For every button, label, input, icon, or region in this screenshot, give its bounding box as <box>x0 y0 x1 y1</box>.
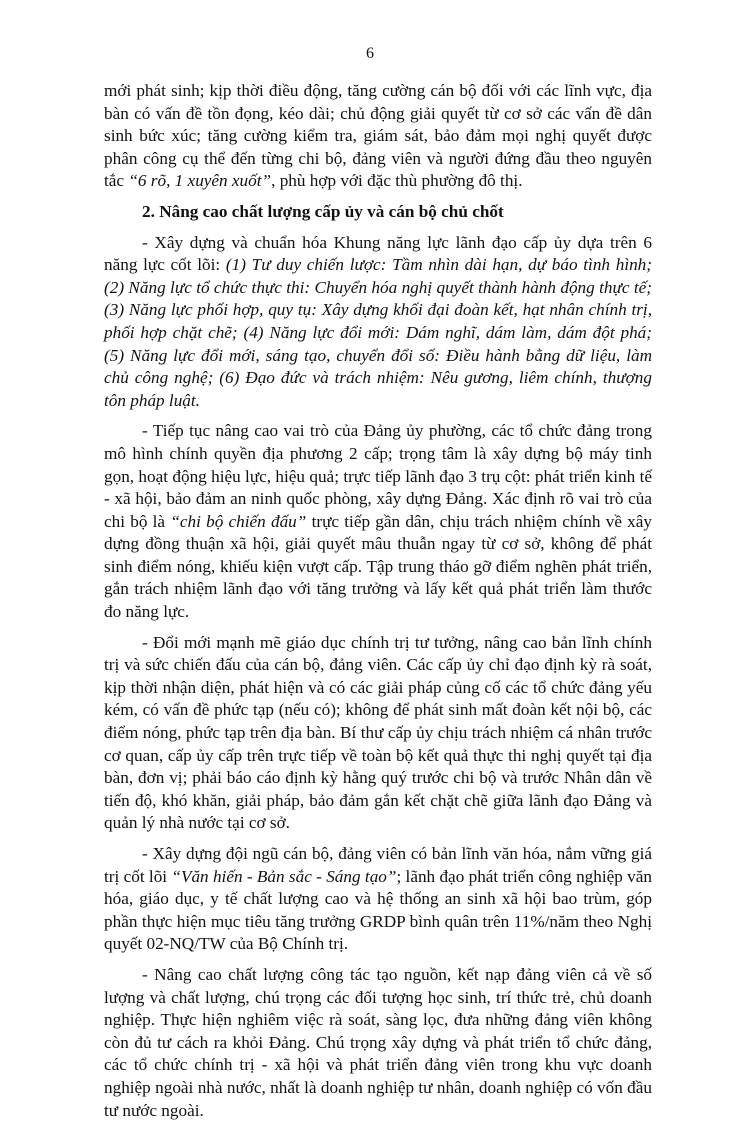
page-number: 6 <box>366 45 374 62</box>
paragraph-text: - Xây dựng đội ngũ cán bộ, đảng viên có bản lĩnh văn hóa, nắm vững giá trị cốt lõi <box>104 844 652 886</box>
section-heading: 2. Nâng cao chất lượng cấp ủy và cán bộ chủ chốt <box>142 201 504 221</box>
paragraph-continued <box>104 80 652 193</box>
paragraph-political-education <box>104 632 652 835</box>
italic-quote: “Văn hiến - Bản sắc - Sáng tạo” <box>171 866 397 886</box>
paragraph-text: mới phát sinh; kịp thời điều động, tăng cường cán bộ đối với các lĩnh vực, địa bàn có vấn đề tồn đọng, kéo dài; chủ động giải quyết từ cơ sở các vấn đề dân sinh bức xúc; tăng cường kiểm tra, giám sát, bảo đảm mọi nghị quyết được phân công cụ thể đến từng chi bộ, đảng viên và người đứng đầu theo nguyên tắc <box>104 81 652 191</box>
paragraph-text: - Tiếp tục nâng cao vai trò của Đảng ủy phường, các tổ chức đảng trong mô hình chính quyền địa phương 2 cấp; trọng tâm là xây dựng bộ máy tinh gọn, hoạt động hiệu lực, hiệu quả; trực tiếp lãnh đạo 3 trụ cột: phát triển kinh tế - xã hội, bảo đảm an ninh quốc phòng, xây dựng Đảng. Xác định rõ vai trò của chi bộ là <box>104 421 652 531</box>
paragraph-text: - Nâng cao chất lượng công tác tạo nguồn, kết nạp đảng viên cả về số lượng và chất lượng, chú trọng các đối tượng học sinh, trí thức trẻ, chủ doanh nghiệp. Thực hiện nghiêm việc rà soát, sàng lọc, đưa những đảng viên không còn đủ tư cách ra khỏi Đảng. Chú trọng xây dựng và phát triển tổ chức đảng, các tổ chức chính trị - xã hội và phát triển đảng viên trong khu vực doanh nghiệp ngoài nhà nước, nhất là doanh nghiệp tư nhân, doanh nghiệp có vốn đầu tư nước ngoài. <box>104 964 652 1120</box>
document-body <box>104 80 652 1130</box>
italic-competency-list: (1) Tư duy chiến lược: Tầm nhìn dài hạn, dự báo tình hình; (2) Năng lực tổ chức thực thi: Chuyển hóa nghị quyết thành hành động thực tế; (3) Năng lực phối hợp, quy tụ: Xây dựng khối đại đoàn kết, hạt nhân chính trị, phối hợp chặt chẽ; (4) Năng lực đổi mới: Dám nghĩ, dám làm, dám đột phá; (5) Năng lực đổi mới, sáng tạo, chuyển đổi số: Điều hành bằng dữ liệu, làm chủ công nghệ; (6) Đạo đức và trách nhiệm: Nêu gương, liêm chính, thượng tôn pháp luật. <box>104 255 653 410</box>
paragraph-cultural-values <box>104 843 652 956</box>
paragraph-competency-framework <box>104 232 652 413</box>
paragraph-text: , phù hợp với đặc thù phường đô thị. <box>271 171 523 191</box>
paragraph-text: ; lãnh đạo phát triển công nghiệp văn hóa, giáo dục, y tế chất lượng cao và hệ thống an sinh xã hội bao trùm, góp phần thực hiện mục tiêu tăng trưởng GRDP bình quân trên 11%/năm theo Nghị quyết 02-NQ/TW của Bộ Chính trị. <box>104 866 652 954</box>
paragraph-member-recruitment <box>104 964 652 1122</box>
paragraph-party-committee-role <box>104 420 652 623</box>
paragraph-text: trực tiếp gần dân, chịu trách nhiệm chính về xây dựng đồng thuận xã hội, giải quyết mâu thuẫn ngay từ cơ sở, không để phát sinh điểm nóng, khiếu kiện vượt cấp. Tập trung tháo gỡ điểm nghẽn phát triển, gắn trách nhiệm lãnh đạo với tăng trưởng và lấy kết quả phát triển làm thước đo năng lực. <box>104 511 652 622</box>
italic-quote: “6 rõ, 1 xuyên xuốt” <box>128 171 272 191</box>
paragraph-text: - Đổi mới mạnh mẽ giáo dục chính trị tư tưởng, nâng cao bản lĩnh chính trị và sức chiến đấu của cán bộ, đảng viên. Các cấp ủy chỉ đạo định kỳ rà soát, kịp thời nhận diện, phát hiện và có các giải pháp củng cố các tổ chức đảng yếu kém, có vấn đề phức tạp (nếu có); không để phát sinh mất đoàn kết nội bộ, các điểm nóng, phức tạp trên địa bàn. Bí thư cấp ủy chịu trách nhiệm cá nhân trước cơ quan, cấp ủy cấp trên trực tiếp về toàn bộ kết quả thực thi nghị quyết tại địa bàn, đơn vị; phải báo cáo định kỳ hằng quý trước chi bộ và trước Nhân dân về tiến độ, khó khăn, giải pháp, bảo đảm gắn kết chặt chẽ giữa lãnh đạo Đảng và quản lý nhà nước tại cơ sở. <box>104 632 652 833</box>
italic-quote: “chi bộ chiến đấu” <box>170 511 307 531</box>
paragraph-text: - Xây dựng và chuẩn hóa Khung năng lực lãnh đạo cấp ủy dựa trên 6 năng lực cốt lõi: <box>104 232 652 275</box>
